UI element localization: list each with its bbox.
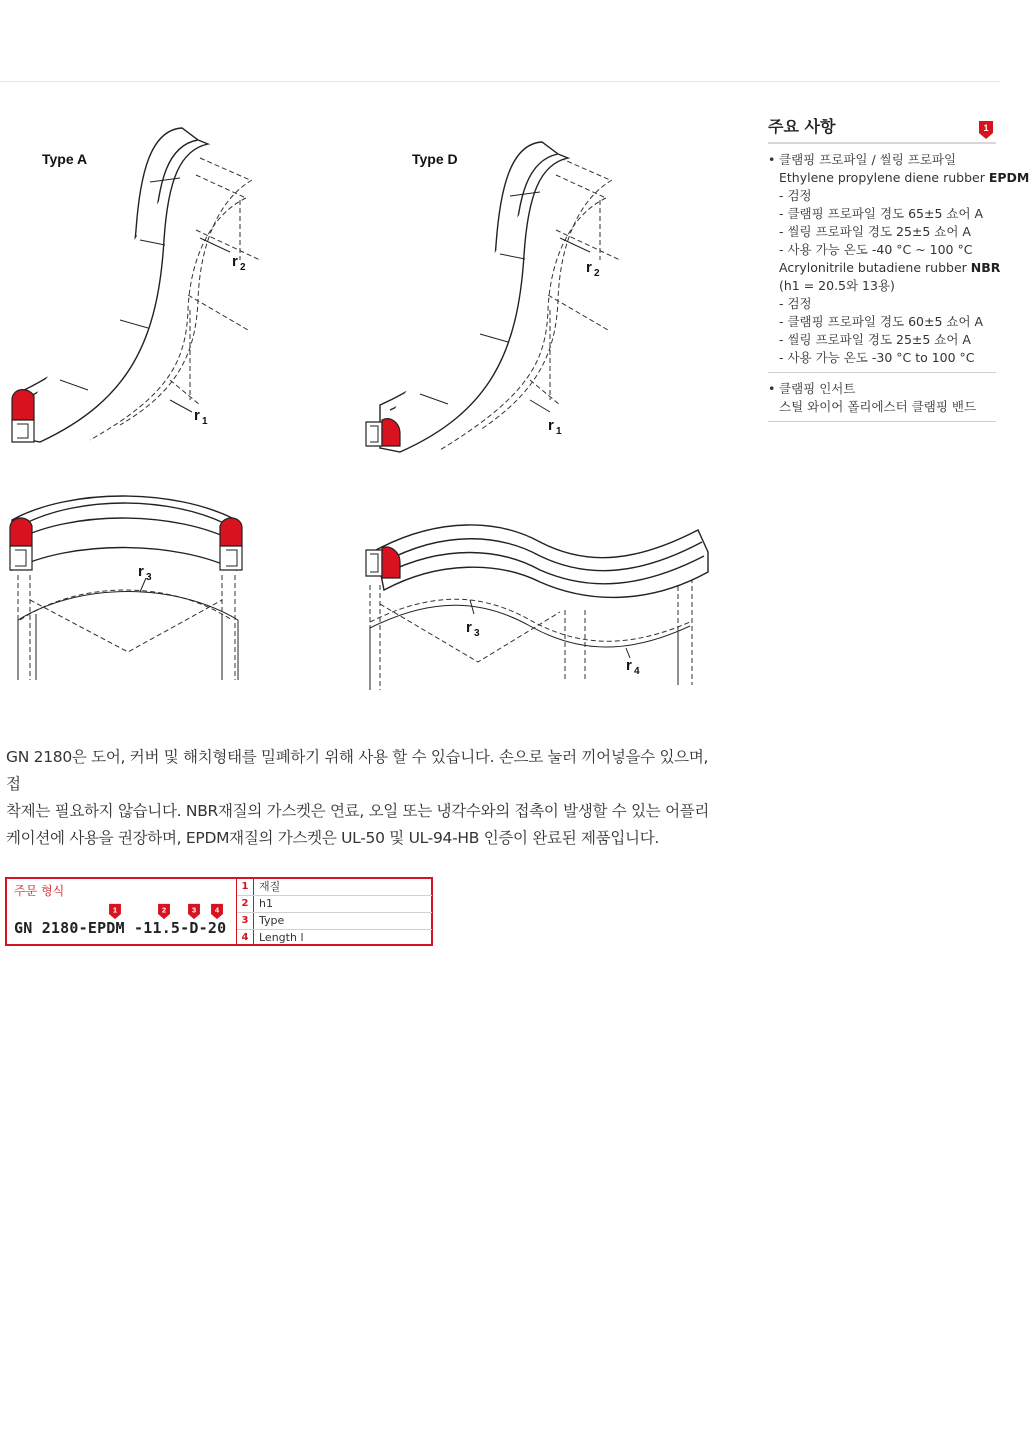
marker-pin-icon (978, 120, 994, 140)
svg-text:1: 1 (556, 426, 562, 437)
svg-text:1: 1 (112, 905, 118, 915)
key-features-panel (768, 114, 1029, 422)
key-features-title: 주요 사항 1 (768, 114, 996, 144)
type-d-label: Type D (412, 151, 458, 167)
svg-text:r: r (466, 619, 472, 636)
nbr-line: Acrylonitrile butadiene rubber NBR (779, 260, 1001, 275)
type-a-arc-drawing (0, 480, 260, 700)
epdm-line: Ethylene propylene diene rubber EPDM (779, 170, 1029, 185)
type-a-label: Type A (42, 151, 88, 167)
svg-text:4: 4 (214, 905, 220, 915)
svg-text:r: r (138, 563, 144, 580)
svg-text:r: r (548, 417, 554, 434)
svg-text:r: r (232, 253, 238, 270)
svg-text:3: 3 (191, 905, 197, 915)
svg-text:r: r (194, 407, 200, 424)
type-a-sbend-drawing (0, 120, 300, 460)
feature-item-insert: • 클램핑 인서트 스틸 와이어 폴리에스터 클램핑 밴드 (768, 373, 996, 422)
svg-text:r: r (626, 657, 632, 674)
order-legend-row: 2 h1 (237, 896, 432, 913)
order-format-label: 주문 형식 (14, 884, 65, 898)
order-legend (236, 879, 432, 944)
svg-text:2: 2 (240, 262, 246, 273)
order-format-box (5, 877, 433, 946)
svg-text:1: 1 (983, 123, 989, 133)
product-description: GN 2180은 도어, 커버 및 해치형태를 밀폐하기 위해 사용 할 수 있습니다. 손으로 눌러 끼어넣을수 있으며, 접 착제는 필요하지 않습니다. NBR재질의 가스켓은 연료, 오일 또는 냉각수와의 접촉이 발생할 수 있는 어플리 케이션에 사용을 권장하며, EPDM재질의 가스켓은 UL-50 및 UL-94-HB 인증이 완료된 제품입니다. (6, 748, 710, 847)
order-code-panel (7, 879, 236, 944)
order-legend-row: 3 Type (237, 913, 432, 930)
marker-pin-icon (187, 903, 201, 920)
svg-text:r: r (586, 259, 592, 276)
type-d-sbend-drawing (360, 120, 660, 460)
svg-text:2: 2 (594, 268, 600, 279)
order-legend-row: 1 재질 (237, 879, 432, 896)
svg-text:4: 4 (634, 666, 640, 677)
type-d-scurve-drawing (360, 500, 720, 700)
marker-pin-icon (157, 903, 171, 920)
header-divider (0, 81, 1000, 82)
marker-pin-icon (108, 903, 122, 920)
marker-pin-icon (210, 903, 224, 920)
svg-text:1: 1 (202, 416, 208, 427)
svg-text:3: 3 (474, 628, 480, 639)
svg-text:3: 3 (146, 572, 152, 583)
order-legend-row: 4 Length l (237, 930, 432, 946)
svg-text:2: 2 (161, 905, 167, 915)
order-code: GN 2180-EPDM -11.5-D-20 (14, 919, 227, 937)
feature-item-profile: • 클램핑 프로파일 / 씰링 프로파일 Ethylene propylene diene rubber EPDM - 검정 - 클램핑 프로파일 경도 65±5 쇼어 A - 씰링 프로파일 경도 25±5 쇼어 A - 사용 가능 온도 -40 °C ~ 100 °C Acrylonitrile butadiene rubber NBR (h1 = 20.5와 13용) - 검정 - 클램핑 프로파일 경도 60±5 쇼어 A - 씰링 프로파일 경도 25±5 쇼어 A - 사용 가능 온도 -30 °C to 100 °C (768, 144, 996, 373)
